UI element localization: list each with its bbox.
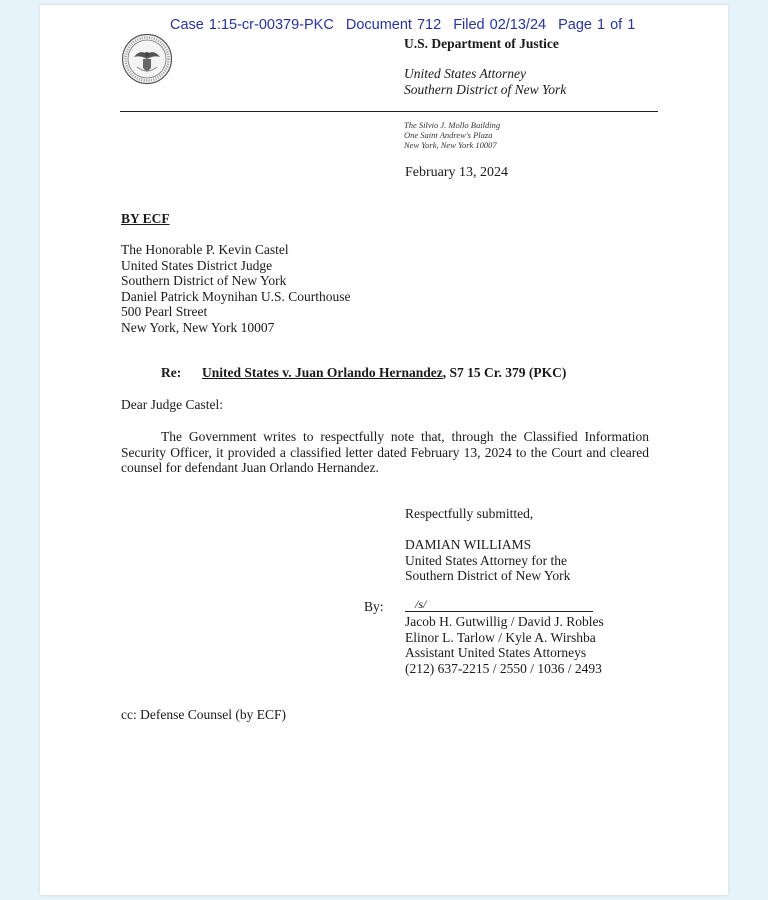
office-address (404, 120, 500, 150)
recipient-line: United States District Judge (121, 257, 273, 273)
recipient-line: The Honorable P. Kevin Castel (121, 242, 289, 257)
case-number: Case 1:15-cr-00379-PKC (170, 17, 334, 33)
page-count: Page 1 of 1 (558, 17, 636, 33)
body-paragraph: The Government writes to respectfully note that, through the Classified Information Security Officer, it provided a classified letter dated February 13, 2024 to the Court and cleared counsel for defendant Juan Orlando Hernandez. (121, 429, 649, 475)
signer-line: DAMIAN WILLIAMS (405, 537, 532, 552)
closing: Respectfully submitted, (405, 506, 534, 521)
case-docket: , S7 15 Cr. 379 (PKC) (442, 365, 567, 380)
attorney-line: Jacob H. Gutwillig / David J. Robles (405, 614, 604, 629)
recipient-line: 500 Pearl Street (121, 304, 208, 319)
letter-date: February 13, 2024 (405, 165, 509, 180)
signer-block (405, 537, 570, 584)
recipient-line: Southern District of New York (121, 273, 287, 288)
attorney-block (405, 614, 604, 676)
attorney-line: Elinor L. Tarlow / Kyle A. Wirshba (405, 629, 596, 645)
recipient-address (121, 242, 350, 335)
attorney-line: (212) 637-2215 / 2550 / 1036 / 2493 (405, 660, 602, 676)
address-line: New York, New York 10007 (404, 140, 497, 150)
salutation: Dear Judge Castel: (121, 397, 223, 412)
re-subject (202, 365, 566, 381)
signature-mark: /s/ (415, 597, 427, 611)
delivery-method: BY ECF (121, 211, 170, 226)
filed-date: Filed 02/13/24 (453, 17, 547, 33)
office-line: Southern District of New York (404, 82, 567, 97)
attorney-line: Assistant United States Attorneys (405, 645, 587, 660)
signer-line: United States Attorney for the (405, 552, 567, 568)
signer-line: Southern District of New York (405, 568, 571, 583)
signature-line (405, 611, 593, 612)
ecf-filing-header (170, 17, 642, 33)
re-label: Re: (161, 365, 182, 380)
by-label: By: (364, 599, 384, 614)
case-title: United States v. Juan Orlando Hernandez (202, 365, 443, 380)
recipient-line: New York, New York 10007 (121, 319, 275, 335)
doj-seal-icon (121, 33, 173, 85)
office-line: United States Attorney (404, 66, 526, 81)
office-name (404, 66, 566, 98)
document-number: Document 712 (345, 17, 442, 33)
cc-line: cc: Defense Counsel (by ECF) (121, 707, 286, 722)
address-line: One Saint Andrew's Plaza (404, 130, 493, 140)
department-name: U.S. Department of Justice (404, 36, 559, 51)
recipient-line: Daniel Patrick Moynihan U.S. Courthouse (121, 288, 351, 304)
document-page (40, 5, 728, 895)
letterhead-divider (120, 111, 658, 112)
address-line: The Silvio J. Mollo Building (404, 120, 501, 130)
